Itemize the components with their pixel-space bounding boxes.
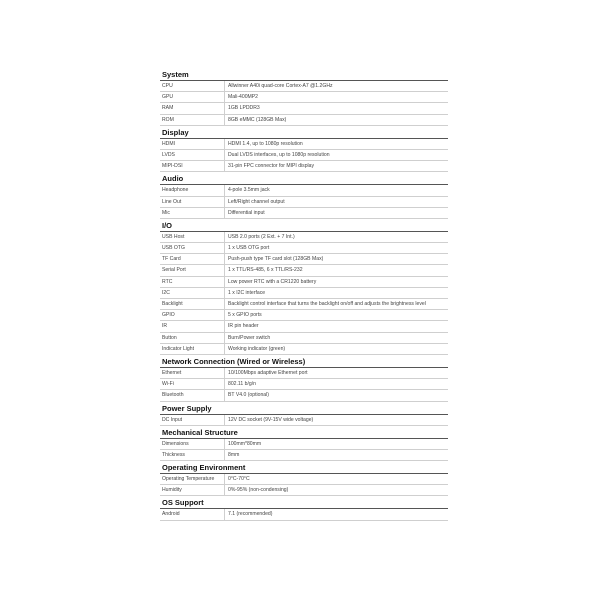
spec-value: Backlight control interface that turns the backlight on/off and adjusts the brightness level — [228, 301, 426, 307]
spec-row — [160, 115, 448, 126]
spec-key: Indicator Light — [160, 344, 225, 354]
spec-key: GPU — [160, 92, 225, 102]
spec-value: Allwinner A40i quad-core Cortex-A7 @1.2GHz — [228, 83, 333, 89]
spec-key: RAM — [160, 103, 225, 113]
spec-row — [160, 509, 448, 520]
spec-value: 8mm — [228, 451, 240, 458]
spec-key: CPU — [160, 81, 225, 91]
spec-key: Headphone — [160, 185, 225, 195]
section-title: System — [162, 70, 189, 79]
section-header — [160, 220, 448, 232]
section-header — [160, 173, 448, 185]
spec-row — [160, 474, 448, 485]
spec-value: 802.11 b/g/n — [228, 381, 256, 388]
spec-value: 1 x I2C interface — [228, 289, 266, 296]
spec-row — [160, 103, 448, 114]
spec-value: Mali-400MP2 — [228, 94, 259, 101]
spec-row — [160, 277, 448, 288]
spec-row — [160, 150, 448, 161]
section-header — [160, 127, 448, 139]
spec-value: 0°C-70°C — [228, 476, 250, 483]
spec-key: Button — [160, 333, 225, 343]
spec-row — [160, 450, 448, 461]
spec-key: DC Input — [160, 415, 225, 425]
spec-key: Mic — [160, 208, 225, 218]
spec-key: Dimensions — [160, 439, 225, 449]
spec-row — [160, 310, 448, 321]
section-title: Audio — [162, 174, 184, 184]
spec-value: Left/Right channel output — [228, 198, 285, 205]
spec-value: Dual LVDS interfaces, up to 1080p resolution — [228, 151, 330, 158]
section-title: Display — [162, 127, 189, 137]
section-title: OS Support — [162, 498, 204, 508]
spec-key: USB Host — [160, 232, 225, 242]
spec-value: IR pin header — [228, 323, 259, 330]
section-title: Network Connection (Wired or Wireless) — [162, 356, 306, 366]
spec-key: Line Out — [160, 197, 225, 207]
spec-key: Backlight — [160, 299, 225, 309]
spec-key: Ethernet — [160, 368, 225, 378]
spec-row — [160, 321, 448, 332]
spec-value: Push-push type TF card slot (128GB Max) — [228, 256, 324, 263]
spec-row — [160, 415, 448, 426]
spec-table — [160, 68, 448, 521]
section-title: Operating Environment — [162, 463, 246, 473]
spec-key: I2C — [160, 288, 225, 298]
spec-value: Low power RTC with a CR1220 battery — [228, 278, 317, 285]
spec-value: HDMI 1.4, up to 1080p resolution — [228, 140, 303, 147]
spec-row — [160, 379, 448, 390]
spec-row — [160, 288, 448, 299]
spec-row — [160, 232, 448, 243]
spec-row — [160, 185, 448, 196]
spec-value: Working indicator (green) — [228, 345, 286, 352]
spec-key: HDMI — [160, 139, 225, 149]
spec-key: RTC — [160, 277, 225, 287]
spec-row — [160, 368, 448, 379]
spec-row — [160, 208, 448, 219]
spec-value: 1 x TTL/RS-485, 6 x TTL/RS-232 — [228, 267, 303, 274]
spec-key: Wi-Fi — [160, 379, 225, 389]
spec-row — [160, 243, 448, 254]
section-header — [160, 69, 448, 81]
spec-row — [160, 265, 448, 276]
spec-row — [160, 344, 448, 355]
section-title: I/O — [162, 220, 173, 230]
spec-value: 8GB eMMC (128GB Max) — [228, 116, 287, 123]
spec-key: Serial Port — [160, 265, 225, 275]
spec-key: GPIO — [160, 310, 225, 320]
spec-key: Bluetooth — [160, 390, 225, 400]
spec-row — [160, 299, 448, 310]
spec-key: ROM — [160, 115, 225, 125]
spec-row — [160, 254, 448, 265]
spec-key: Operating Temperature — [160, 474, 225, 484]
spec-value: 0%-95% (non-condensing) — [228, 487, 289, 494]
spec-key: MIPI-DSI — [160, 161, 225, 171]
spec-row — [160, 485, 448, 496]
spec-row — [160, 439, 448, 450]
spec-value: 12V DC socket (9V-15V wide voltage) — [228, 416, 314, 423]
spec-value: 7.1 (recommended) — [228, 511, 273, 518]
spec-key: LVDS — [160, 150, 225, 160]
spec-key: IR — [160, 321, 225, 331]
section-header — [160, 462, 448, 474]
section-header — [160, 497, 448, 509]
spec-value: 5 x GPIO ports — [228, 312, 262, 319]
section-title: Mechanical Structure — [162, 427, 238, 437]
section-header — [160, 427, 448, 439]
spec-value: 100mm*80mm — [228, 440, 262, 447]
spec-key: Thickness — [160, 450, 225, 460]
spec-value: 4-pole 3.5mm jack — [228, 187, 270, 194]
spec-value: 31-pin FPC connector for MIPI display — [228, 163, 315, 170]
spec-value: BT V4.0 (optional) — [228, 392, 269, 399]
spec-key: TF Card — [160, 254, 225, 264]
spec-value: Differential input — [228, 209, 265, 216]
spec-row — [160, 92, 448, 103]
spec-row — [160, 390, 448, 401]
spec-row — [160, 81, 448, 92]
spec-value: Burn/Power switch — [228, 334, 271, 341]
spec-row — [160, 197, 448, 208]
spec-value: USB 2.0 ports (2 Ext. + 7 Int.) — [228, 233, 295, 240]
section-header — [160, 356, 448, 368]
spec-key: USB OTG — [160, 243, 225, 253]
spec-key: Android — [160, 509, 225, 519]
spec-key: Humidity — [160, 485, 225, 495]
spec-row — [160, 333, 448, 344]
spec-value: 1GB LPDDR3 — [228, 105, 260, 112]
section-header — [160, 403, 448, 415]
spec-value: 10/100Mbps adaptive Ethernet port — [228, 369, 308, 376]
spec-row — [160, 139, 448, 150]
section-title: Power Supply — [162, 403, 212, 413]
spec-row — [160, 161, 448, 172]
spec-value: 1 x USB OTG port — [228, 245, 270, 252]
